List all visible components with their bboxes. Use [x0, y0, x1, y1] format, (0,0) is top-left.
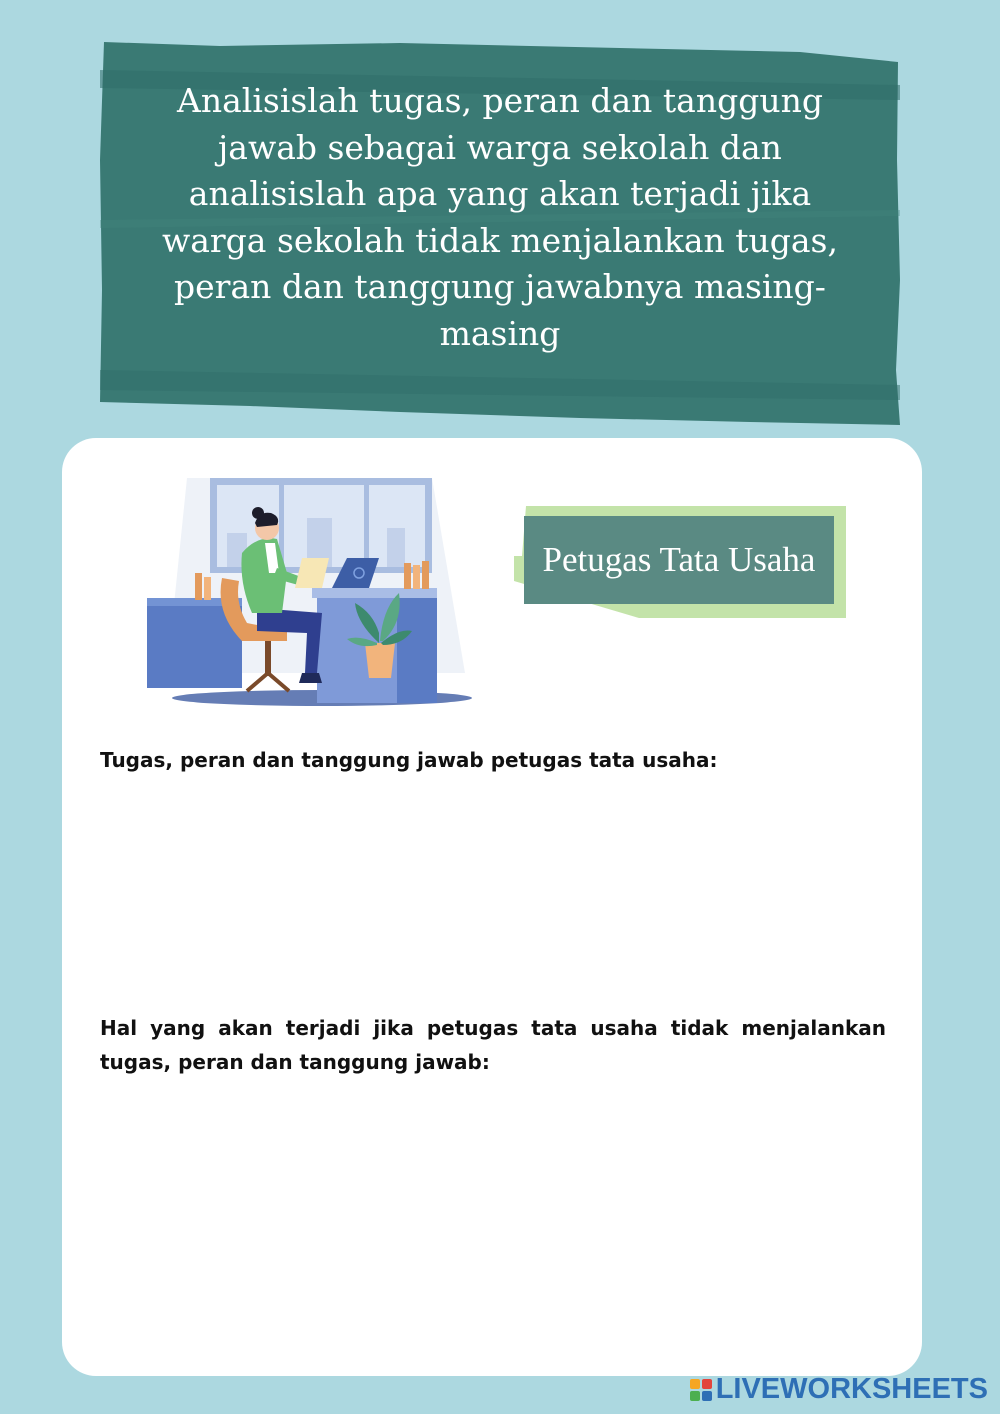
instruction-text: Analisislah tugas, peran dan tanggung jawab sebagai warga sekolah dan analisislah apa yang akan terjadi jika warga sekolah tidak menjalankan tugas, peran dan tanggung jawabnya masing-masing — [161, 81, 838, 353]
answer-area-consequences[interactable] — [100, 1086, 886, 1336]
role-label-card — [514, 506, 846, 618]
question-consequences: Hal yang akan terjadi jika petugas tata usaha tidak menjalankan tugas, peran dan tanggung jawab: — [100, 1016, 886, 1074]
liveworksheets-brand[interactable] — [690, 1373, 988, 1406]
role-label-box — [524, 516, 834, 604]
question-duties: Tugas, peran dan tanggung jawab petugas tata usaha: — [100, 748, 718, 772]
answer-area-duties[interactable] — [100, 788, 886, 993]
worksheet-card — [62, 438, 922, 1376]
liveworksheets-logo-icon — [690, 1379, 712, 1401]
instruction-banner — [100, 40, 900, 428]
office-worker-illustration — [147, 473, 477, 718]
role-label: Petugas Tata Usaha — [542, 540, 816, 579]
brand-name: LIVEWORKSHEETS — [715, 1373, 988, 1405]
